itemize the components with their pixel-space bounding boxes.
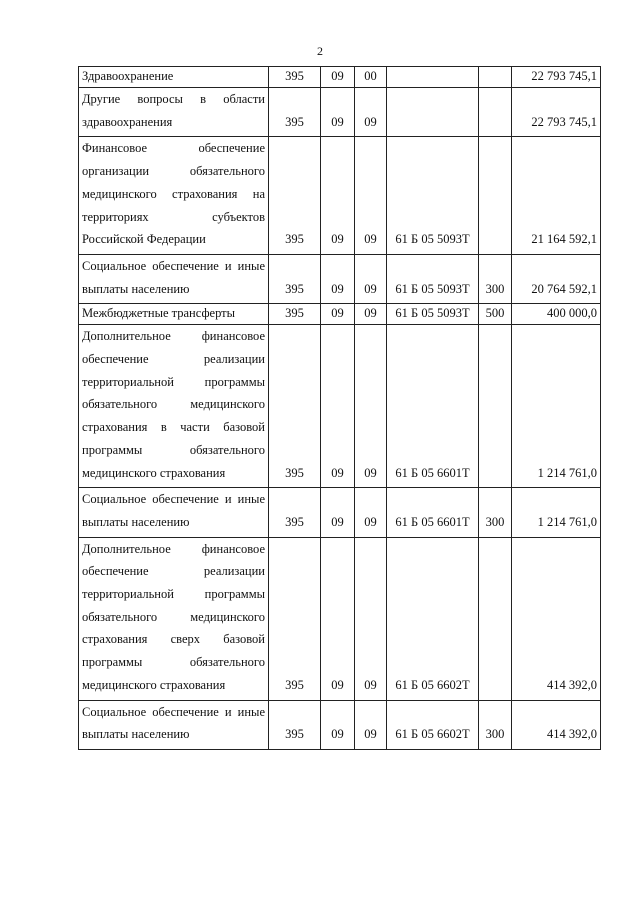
budget-table [78, 66, 601, 750]
row-amount: 21 164 592,1 [512, 137, 601, 255]
table-row [79, 254, 601, 303]
row-section-code: 09 [321, 488, 355, 537]
row-name: Дополнительное финансовое обеспечение реализации территориальной программы обязательного медицинского страхования сверх базовой программы обязательного медицинского страхования [79, 537, 269, 700]
row-subsection-code: 09 [355, 137, 387, 255]
row-subsection-code: 00 [355, 67, 387, 88]
row-expense-type [479, 537, 512, 700]
row-expense-type [479, 325, 512, 488]
row-subsection-code: 09 [355, 325, 387, 488]
row-name: Межбюджетные трансферты [79, 304, 269, 325]
row-amount: 1 214 761,0 [512, 488, 601, 537]
row-target-code: 61 Б 05 6602Т [387, 537, 479, 700]
row-name: Социальное обеспечение и иные выплаты населению [79, 488, 269, 537]
row-amount: 1 214 761,0 [512, 325, 601, 488]
row-amount: 20 764 592,1 [512, 254, 601, 303]
row-name: Социальное обеспечение и иные выплаты населению [79, 254, 269, 303]
row-subsection-code: 09 [355, 700, 387, 749]
row-name: Другие вопросы в области здравоохранения [79, 88, 269, 137]
row-amount: 22 793 745,1 [512, 88, 601, 137]
row-section-code: 09 [321, 304, 355, 325]
row-admin-code: 395 [269, 304, 321, 325]
row-target-code: 61 Б 05 5093Т [387, 254, 479, 303]
row-expense-type [479, 137, 512, 255]
table-row [79, 304, 601, 325]
row-subsection-code: 09 [355, 88, 387, 137]
row-section-code: 09 [321, 88, 355, 137]
row-section-code: 09 [321, 537, 355, 700]
row-admin-code: 395 [269, 254, 321, 303]
row-section-code: 09 [321, 325, 355, 488]
row-target-code: 61 Б 05 6602Т [387, 700, 479, 749]
row-section-code: 09 [321, 67, 355, 88]
row-target-code [387, 67, 479, 88]
row-admin-code: 395 [269, 88, 321, 137]
table-row [79, 537, 601, 700]
row-section-code: 09 [321, 700, 355, 749]
table-row [79, 700, 601, 749]
row-name: Социальное обеспечение и иные выплаты населению [79, 700, 269, 749]
row-name: Дополнительное финансовое обеспечение реализации территориальной программы обязательного медицинского страхования в части базовой программы обязательного медицинского страхования [79, 325, 269, 488]
table-row [79, 67, 601, 88]
row-subsection-code: 09 [355, 304, 387, 325]
row-target-code: 61 Б 05 5093Т [387, 304, 479, 325]
row-name: Здравоохранение [79, 67, 269, 88]
row-subsection-code: 09 [355, 254, 387, 303]
row-admin-code: 395 [269, 488, 321, 537]
row-admin-code: 395 [269, 137, 321, 255]
page-number: 2 [317, 44, 323, 58]
row-target-code [387, 88, 479, 137]
row-expense-type: 300 [479, 254, 512, 303]
row-amount: 414 392,0 [512, 700, 601, 749]
row-target-code: 61 Б 05 6601Т [387, 325, 479, 488]
budget-table-body [79, 67, 601, 750]
row-section-code: 09 [321, 137, 355, 255]
row-admin-code: 395 [269, 67, 321, 88]
row-admin-code: 395 [269, 537, 321, 700]
row-target-code: 61 Б 05 6601Т [387, 488, 479, 537]
row-expense-type: 300 [479, 700, 512, 749]
row-expense-type: 500 [479, 304, 512, 325]
row-target-code: 61 Б 05 5093Т [387, 137, 479, 255]
row-name: Финансовое обеспечение организации обязательного медицинского страхования на территориях субъектов Российской Федерации [79, 137, 269, 255]
table-row [79, 88, 601, 137]
row-expense-type [479, 67, 512, 88]
row-admin-code: 395 [269, 700, 321, 749]
row-subsection-code: 09 [355, 488, 387, 537]
row-admin-code: 395 [269, 325, 321, 488]
row-expense-type [479, 88, 512, 137]
table-row [79, 137, 601, 255]
row-expense-type: 300 [479, 488, 512, 537]
row-amount: 414 392,0 [512, 537, 601, 700]
table-row [79, 488, 601, 537]
table-row [79, 325, 601, 488]
row-amount: 400 000,0 [512, 304, 601, 325]
row-section-code: 09 [321, 254, 355, 303]
row-amount: 22 793 745,1 [512, 67, 601, 88]
row-subsection-code: 09 [355, 537, 387, 700]
